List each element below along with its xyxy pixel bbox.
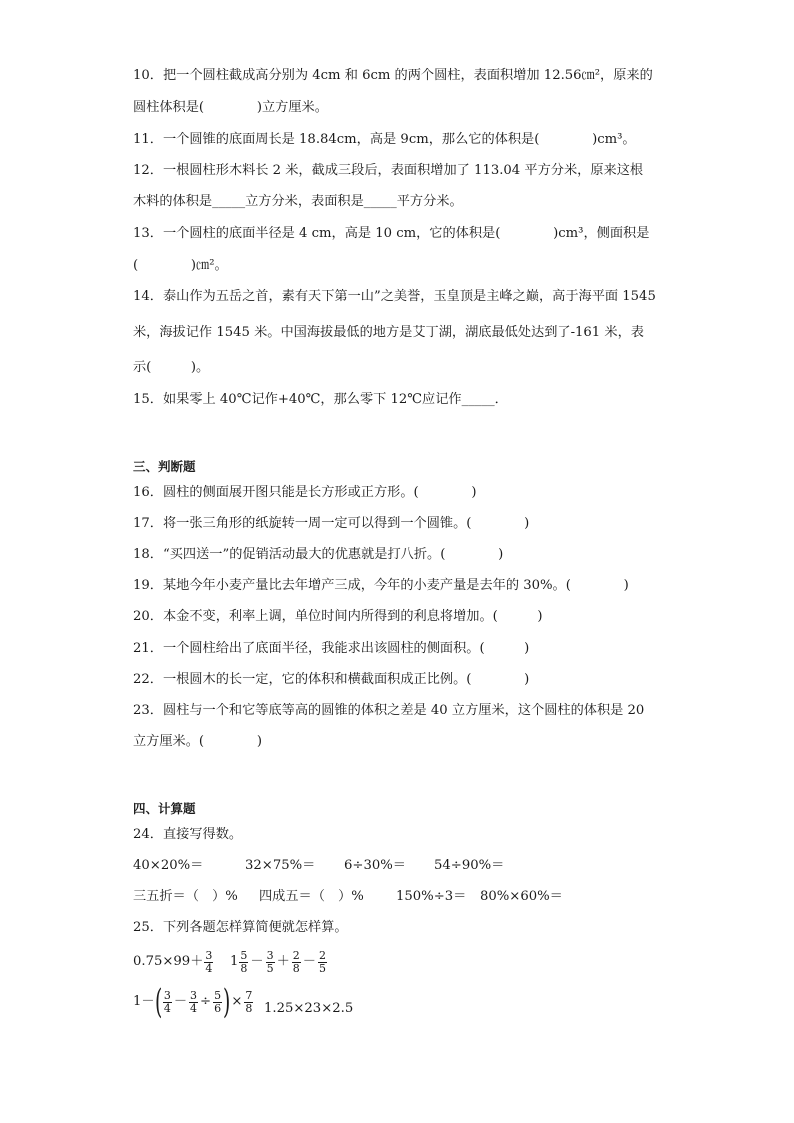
- expr-3-right-paren: ): [223, 982, 231, 1022]
- expr-2-f2-num: 3: [266, 948, 274, 962]
- calc-row2-item3: 150%÷3＝: [396, 889, 467, 904]
- expr-3-f3-den: 6: [214, 1001, 222, 1015]
- expr-2-fraction-1: [239, 950, 248, 975]
- q12-line-2: 木料的体积是_____立方分米，表面积是_____平方分米。: [133, 194, 463, 209]
- section-4-title: 四、计算题: [133, 801, 196, 816]
- q23-line-1: 23．圆柱与一个和它等底等高的圆锥的体积之差是 40 立方厘米，这个圆柱的体积是 20: [133, 703, 645, 718]
- expr-2-f4-num: 2: [318, 948, 326, 962]
- expr-3-fraction-2: [189, 990, 198, 1015]
- expr-3-f4-num: 7: [245, 988, 253, 1002]
- expr-1-denominator: 4: [205, 961, 213, 975]
- calc-row1-item1: 40×20%＝: [133, 858, 204, 873]
- calc-row1-item3: 6÷30%＝: [344, 858, 406, 873]
- section-3-title: 三、判断题: [133, 459, 196, 474]
- expr-2-f1-den: 8: [240, 961, 248, 975]
- expr-3-f1-den: 4: [163, 1001, 171, 1015]
- expr-2-fraction-3: [292, 950, 301, 975]
- calc-row1-item2: 32×75%＝: [245, 858, 316, 873]
- expr-1-fraction: [204, 950, 213, 975]
- q21: 21．一个圆柱给出了底面半径，我能求出该圆柱的侧面积。( ): [133, 641, 530, 656]
- q24: 24．直接写得数。: [133, 827, 243, 842]
- calc-row1-item4: 54÷90%＝: [434, 858, 505, 873]
- q14-line-1: 14．泰山作为五岳之首，素有天下第一山”之美誉，玉皇顶是主峰之巅，高于海平面 1545: [133, 289, 656, 304]
- q19: 19．某地今年小麦产量比去年增产三成，今年的小麦产量是去年的 30%。( ): [133, 578, 629, 593]
- q11: 11．一个圆锥的底面周长是 18.84cm，高是 9cm，那么它的体积是( )cm³。: [133, 132, 636, 147]
- calc-row2-item1: 三五折＝（ ）%: [133, 889, 238, 904]
- expr-3-f2-den: 4: [190, 1001, 198, 1015]
- expr-2-whole: 1: [230, 954, 239, 969]
- expr-1-prefix: 0.75×99＋: [133, 954, 204, 969]
- q17: 17．将一张三角形的纸旋转一周一定可以得到一个圆锥。( ): [133, 516, 530, 531]
- calc-row2-item2: 四成五＝（ ）%: [259, 889, 364, 904]
- expr-2-f3-den: 8: [292, 961, 300, 975]
- q12-line-1: 12．一根圆柱形木料长 2 米，截成三段后，表面积增加了 113.04 平方分米，原来这根: [133, 163, 644, 178]
- expr-3-f1-num: 3: [163, 988, 171, 1002]
- expr-2-op-1: －: [250, 954, 264, 969]
- q10-line-2: 圆柱体积是( )立方厘米。: [133, 100, 328, 115]
- expr-1: [133, 948, 214, 976]
- expr-4: 1.25×23×2.5: [264, 1001, 354, 1016]
- expr-3-f2-num: 3: [190, 988, 198, 1002]
- expr-3-f3-num: 5: [214, 988, 222, 1002]
- expr-2-fraction-4: [318, 950, 327, 975]
- q13-line-1: 13．一个圆柱的底面半径是 4 cm，高是 10 cm，它的体积是( )cm³，侧面积是: [133, 226, 650, 241]
- expr-3-left-paren: (: [154, 982, 162, 1022]
- expr-2: [230, 948, 328, 976]
- expr-3-f4-den: 8: [245, 1001, 253, 1015]
- q16: 16．圆柱的侧面展开图只能是长方形或正方形。( ): [133, 485, 477, 500]
- expr-3-lead: 1－: [133, 994, 155, 1009]
- q15: 15．如果零上 40℃记作+40℃，那么零下 12℃应记作_____．: [133, 392, 508, 407]
- expr-3-op-3: ×: [231, 994, 243, 1009]
- q14-line-2: 米，海拔记作 1545 米。中国海拔最低的地方是艾丁湖，湖底最低处达到了-161 米，表: [133, 325, 644, 340]
- expr-2-f2-den: 5: [266, 961, 274, 975]
- expr-2-op-3: －: [302, 954, 316, 969]
- expr-3-op-1: －: [173, 994, 188, 1009]
- expr-3-fraction-1: [163, 990, 172, 1015]
- expr-2-f1-num: 5: [240, 948, 248, 962]
- expr-2-op-2: ＋: [276, 954, 290, 969]
- q20: 20．本金不变，利率上调，单位时间内所得到的利息将增加。( ): [133, 609, 543, 624]
- calc-row2-item4: 80%×60%＝: [480, 889, 563, 904]
- expr-2-f4-den: 5: [318, 961, 326, 975]
- expr-2-fraction-2: [266, 950, 275, 975]
- q18: 18．“买四送一”的促销活动最大的优惠就是打八折。( ): [133, 547, 504, 562]
- expr-3: [133, 982, 254, 1022]
- q22: 22．一根圆木的长一定，它的体积和横截面积成正比例。( ): [133, 672, 530, 687]
- q10-line-1: 10．把一个圆柱截成高分别为 4cm 和 6cm 的两个圆柱，表面积增加 12.56㎝²，原来的: [133, 68, 653, 83]
- expr-1-numerator: 3: [205, 948, 213, 962]
- expr-3-op-2: ÷: [200, 994, 212, 1009]
- expr-3-fraction-4: [244, 990, 253, 1015]
- expr-2-f3-num: 2: [292, 948, 300, 962]
- q23-line-2: 立方厘米。( ): [133, 734, 262, 749]
- expr-3-fraction-3: [213, 990, 222, 1015]
- q14-line-3: 示( )。: [133, 360, 210, 375]
- q25: 25．下列各题怎样算简便就怎样算。: [133, 920, 348, 935]
- q13-line-2: ( )㎝²。: [133, 258, 228, 273]
